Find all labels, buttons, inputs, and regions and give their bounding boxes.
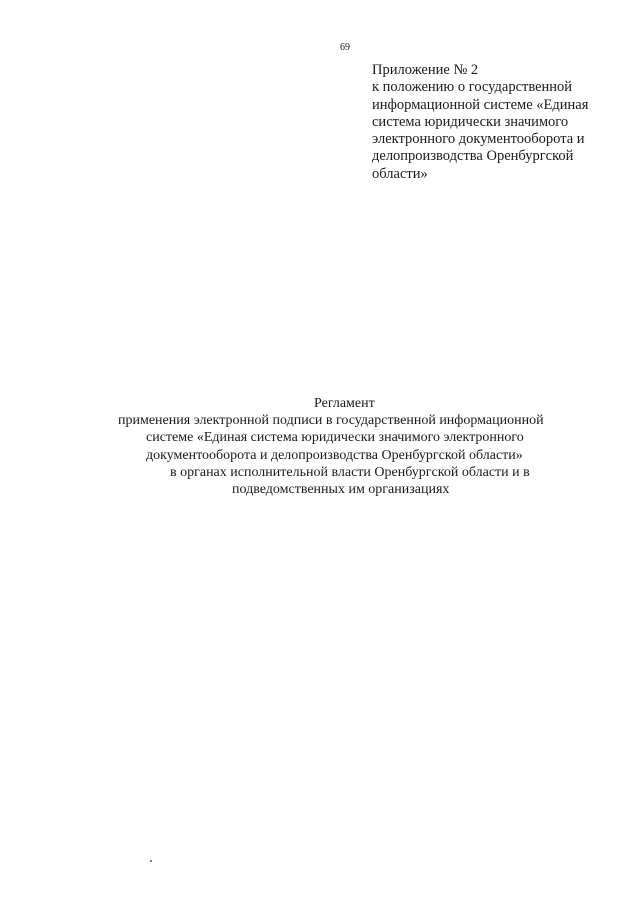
appendix-line: делопроизводства Оренбургской bbox=[372, 148, 574, 165]
reglament-subtitle-line: применения электронной подписи в государственной информационной bbox=[118, 413, 544, 429]
appendix-line: области» bbox=[372, 165, 428, 182]
reglament-title: Регламент bbox=[314, 396, 375, 411]
reglament-subtitle-line: подведомственных им организациях bbox=[232, 482, 450, 498]
reglament-subtitle-line: системе «Единая система юридически значимого электронного bbox=[146, 430, 524, 446]
appendix-header bbox=[372, 62, 634, 183]
reglament-subtitle-line: в органах исполнительной власти Оренбургской области и в bbox=[170, 464, 530, 480]
appendix-line: электронного документооборота и bbox=[372, 131, 585, 148]
scan-speck bbox=[150, 860, 152, 862]
appendix-line: информационной системе «Единая bbox=[372, 96, 589, 113]
appendix-line: система юридически значимого bbox=[372, 113, 569, 130]
reglament-subtitle-line: документооборота и делопроизводства Оренбургской области» bbox=[146, 447, 523, 463]
appendix-title: Приложение № 2 bbox=[372, 62, 479, 78]
page-number: 69 bbox=[340, 42, 350, 53]
appendix-line: к положению о государственной bbox=[372, 79, 573, 96]
reglament-heading bbox=[100, 395, 600, 498]
